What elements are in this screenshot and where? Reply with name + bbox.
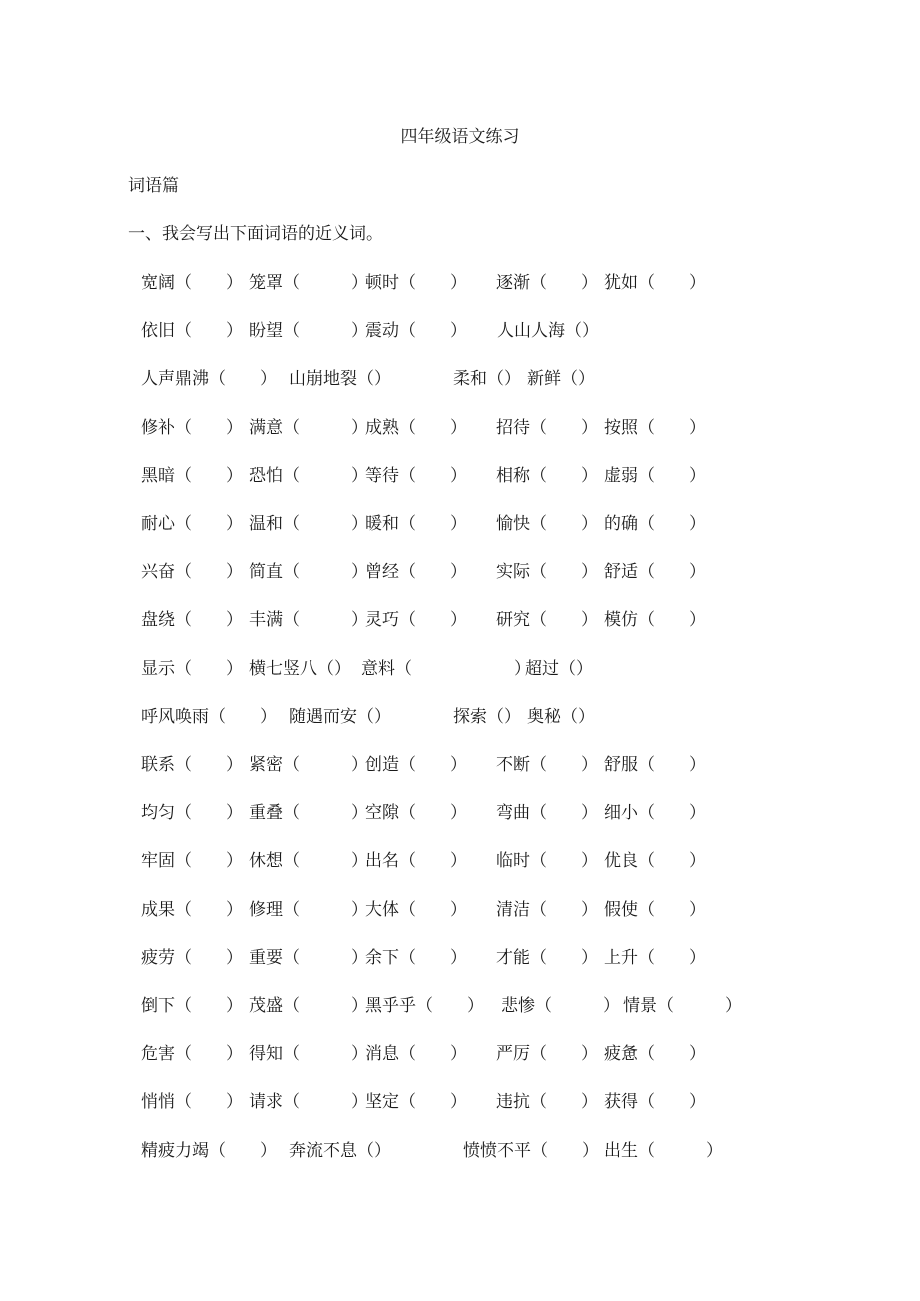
word-item: 黑乎乎（ ） [365, 996, 484, 1016]
word-item: 违抗（ ） [496, 1092, 598, 1112]
exercise-row [0, 559, 920, 585]
word-item: 相称（ ） [496, 466, 598, 486]
word-item: 人山人海（） [497, 321, 599, 341]
word-item: 满意（ ） [249, 418, 368, 438]
word-item: 实际（ ） [496, 562, 598, 582]
word-item: 模仿（ ） [604, 610, 706, 630]
word-item: 的确（ ） [604, 514, 706, 534]
exercise-row [0, 607, 920, 633]
word-item: 细小（ ） [604, 803, 706, 823]
word-item: 大体（ ） [365, 900, 467, 920]
exercise-row [0, 366, 920, 392]
word-item: 招待（ ） [496, 418, 598, 438]
word-item: 灵巧（ ） [365, 610, 467, 630]
word-item: 恐怕（ ） [249, 466, 368, 486]
word-item: 坚定（ ） [365, 1092, 467, 1112]
word-item: 创造（ ） [365, 755, 467, 775]
word-item: 愉快（ ） [496, 514, 598, 534]
word-item: 盘绕（ ） [141, 610, 243, 630]
word-item: 震动（ ） [365, 321, 467, 341]
word-item: 清洁（ ） [496, 900, 598, 920]
word-item: 严厉（ ） [496, 1044, 598, 1064]
exercise-row [0, 463, 920, 489]
word-item: 暖和（ ） [365, 514, 467, 534]
exercise-row [0, 993, 920, 1019]
word-item: 休想（ ） [249, 851, 368, 871]
word-item: 危害（ ） [141, 1044, 243, 1064]
word-item: 奔流不息（） [289, 1141, 391, 1161]
word-item: 超过（） [525, 659, 593, 679]
word-item: 舒服（ ） [604, 755, 706, 775]
word-item: 重叠（ ） [249, 803, 368, 823]
exercise-row [0, 848, 920, 874]
word-item: 余下（ ） [365, 948, 467, 968]
exercise-row [0, 897, 920, 923]
exercise-row [0, 270, 920, 296]
word-item: 精疲力竭（ ） [141, 1141, 277, 1161]
exercise-row [0, 1138, 920, 1164]
exercise-instruction: 一、我会写出下面词语的近义词。 [128, 224, 383, 244]
word-item: 顿时（ ） [365, 273, 467, 293]
word-item: 探索（） [453, 707, 521, 727]
word-item: 情景（ ） [623, 996, 742, 1016]
word-item: 成果（ ） [141, 900, 243, 920]
word-item: 空隙（ ） [365, 803, 467, 823]
word-item: 显示（ ） [141, 659, 243, 679]
word-item: 才能（ ） [496, 948, 598, 968]
word-item: 山崩地裂（） [289, 369, 391, 389]
word-item: 临时（ ） [496, 851, 598, 871]
word-item: 修补（ ） [141, 418, 243, 438]
word-item: 牢固（ ） [141, 851, 243, 871]
word-item: 出生（ ） [604, 1141, 723, 1161]
word-item: 成熟（ ） [365, 418, 467, 438]
word-item: 愤愤不平（ ） [463, 1141, 599, 1161]
exercise-row [0, 704, 920, 730]
exercise-row [0, 1041, 920, 1067]
word-item: 悄悄（ ） [141, 1092, 243, 1112]
word-item: 温和（ ） [249, 514, 368, 534]
word-item: 奥秘（） [527, 707, 595, 727]
word-item: 笼罩（ ） [249, 273, 368, 293]
exercise-row [0, 656, 920, 682]
word-item: 研究（ ） [496, 610, 598, 630]
exercise-row [0, 800, 920, 826]
word-item: 丰满（ ） [249, 610, 368, 630]
word-item: 舒适（ ） [604, 562, 706, 582]
word-item: 黑暗（ ） [141, 466, 243, 486]
word-item: 简直（ ） [249, 562, 368, 582]
word-item: 横七竖八（） [249, 659, 351, 679]
word-item: 兴奋（ ） [141, 562, 243, 582]
word-item: 优良（ ） [604, 851, 706, 871]
word-item: 柔和（） [453, 369, 521, 389]
word-item: 获得（ ） [604, 1092, 706, 1112]
word-item: 呼风唤雨（ ） [141, 707, 277, 727]
word-item: 曾经（ ） [365, 562, 467, 582]
word-item: 弯曲（ ） [496, 803, 598, 823]
word-item: 重要（ ） [249, 948, 368, 968]
word-item: 犹如（ ） [604, 273, 706, 293]
exercise-row [0, 318, 920, 344]
word-item: 按照（ ） [604, 418, 706, 438]
word-item: 逐渐（ ） [496, 273, 598, 293]
word-item: 虚弱（ ） [604, 466, 706, 486]
word-item: 宽阔（ ） [141, 273, 243, 293]
exercise-row [0, 945, 920, 971]
word-item: 假使（ ） [604, 900, 706, 920]
word-item: 疲劳（ ） [141, 948, 243, 968]
word-item: 茂盛（ ） [249, 996, 368, 1016]
word-item: 新鲜（） [527, 369, 595, 389]
exercise-row [0, 1089, 920, 1115]
word-item: 悲惨（ ） [501, 996, 620, 1016]
word-item: 人声鼎沸（ ） [141, 369, 277, 389]
section-heading: 词语篇 [128, 176, 179, 196]
word-item: 出名（ ） [365, 851, 467, 871]
word-item: 请求（ ） [249, 1092, 368, 1112]
exercise-row [0, 511, 920, 537]
word-item: 消息（ ） [365, 1044, 467, 1064]
word-item: 得知（ ） [249, 1044, 368, 1064]
exercise-row [0, 752, 920, 778]
word-item: 意料（ ） [361, 659, 531, 679]
word-item: 倒下（ ） [141, 996, 243, 1016]
word-item: 耐心（ ） [141, 514, 243, 534]
word-item: 联系（ ） [141, 755, 243, 775]
word-item: 均匀（ ） [141, 803, 243, 823]
word-item: 修理（ ） [249, 900, 368, 920]
word-item: 等待（ ） [365, 466, 467, 486]
word-item: 随遇而安（） [289, 707, 391, 727]
word-item: 上升（ ） [604, 948, 706, 968]
word-item: 紧密（ ） [249, 755, 368, 775]
word-item: 盼望（ ） [249, 321, 368, 341]
word-item: 依旧（ ） [141, 321, 243, 341]
page-title: 四年级语文练习 [400, 127, 520, 147]
word-item: 疲惫（ ） [604, 1044, 706, 1064]
word-item: 不断（ ） [496, 755, 598, 775]
exercise-row [0, 415, 920, 441]
